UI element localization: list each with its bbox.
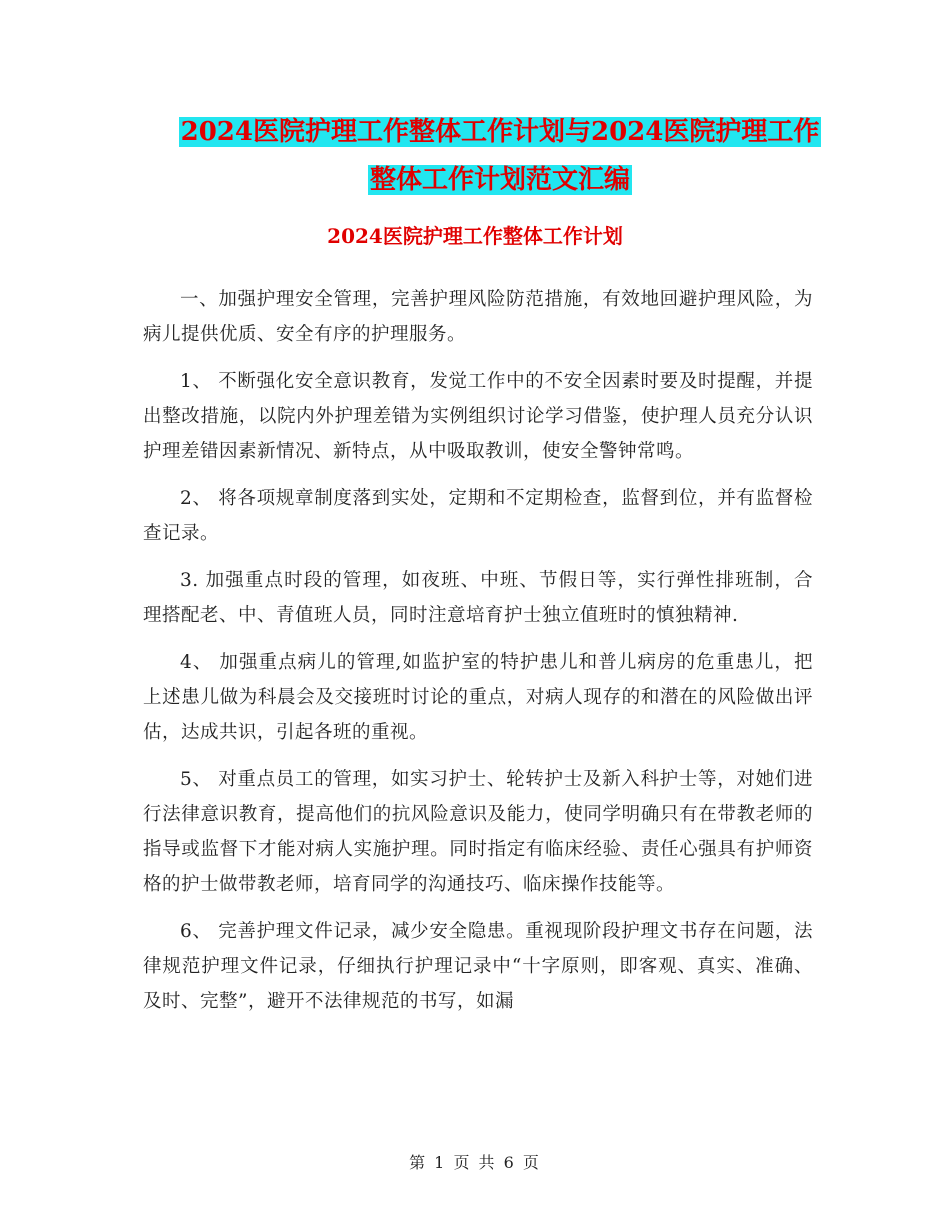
paragraph-2: 1、 不断强化安全意识教育，发觉工作中的不安全因素时要及时提醒，并提出整改措施，以院内外护理差错为实例组织讨论学习借鉴，使护理人员充分认识护理差错因素新情况、新特点，从中吸取教训，使安全警钟常鸣。	[143, 371, 813, 462]
document-title-line2: 整体工作计划范文汇编	[369, 165, 630, 195]
paragraph-1: 一、加强护理安全管理，完善护理风险防范措施，有效地回避护理风险，为病儿提供优质、安全有序的护理服务。	[143, 289, 813, 345]
section-title: 2024医院护理工作整体工作计划	[327, 224, 623, 248]
document-body	[143, 282, 813, 1031]
page-footer: 第 1 页 共 6 页	[409, 1153, 541, 1172]
paragraph-4: 3. 加强重点时段的管理，如夜班、中班、节假日等，实行弹性排班制，合理搭配老、中、青值班人员，同时注意培育护士独立值班时的慎独精神.	[143, 570, 813, 626]
document-title-line1: 2024医院护理工作整体工作计划与2024医院护理工作	[180, 117, 820, 147]
paragraph-7: 6、 完善护理文件记录，减少安全隐患。重视现阶段护理文书存在问题，法律规范护理文件记录，仔细执行护理记录中“十字原则，即客观、真实、准确、及时、完整”，避开不法律规范的书写，如漏	[143, 921, 813, 1012]
paragraph-5: 4、 加强重点病儿的管理,如监护室的特护患儿和普儿病房的危重患儿，把上述患儿做为科晨会及交接班时讨论的重点，对病人现存的和潜在的风险做出评估，达成共识，引起各班的重视。	[143, 652, 813, 743]
document-title	[150, 108, 850, 204]
paragraph-6: 5、 对重点员工的管理，如实习护士、轮转护士及新入科护士等，对她们进行法律意识教育，提高他们的抗风险意识及能力，使同学明确只有在带教老师的指导或监督下才能对病人实施护理。同时指定有临床经验、责任心强具有护师资格的护士做带教老师，培育同学的沟通技巧、临床操作技能等。	[143, 769, 813, 895]
paragraph-3: 2、 将各项规章制度落到实处，定期和不定期检查，监督到位，并有监督检查记录。	[143, 488, 813, 544]
